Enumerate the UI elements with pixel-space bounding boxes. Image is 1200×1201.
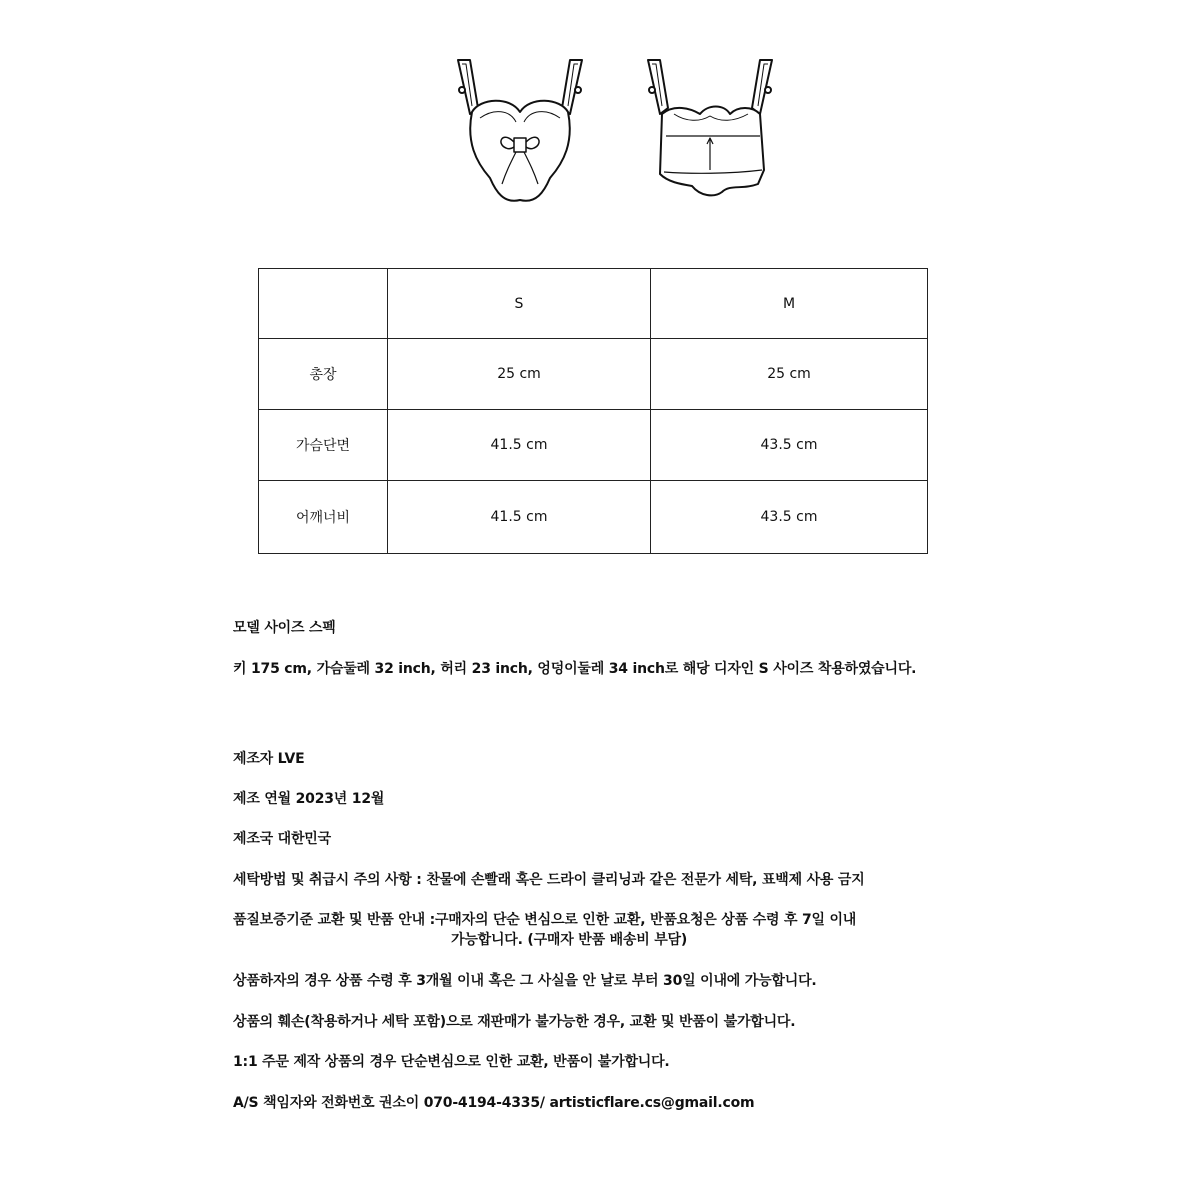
row-label: 어깨너비 — [259, 481, 388, 554]
washing-text: 세탁방법 및 취급시 주의 사항 : 찬물에 손빨래 혹은 드라이 클리닝과 같은 전문가 세탁, 표백제 사용 금지 — [233, 872, 865, 888]
warranty-line-2: 가능합니다. (구매자 반품 배송비 부담) — [451, 932, 688, 948]
custom-order-text: 1:1 주문 제작 상품의 경우 단순변심으로 인한 교환, 반품이 불가합니다. — [233, 1054, 670, 1070]
garment-flat-sketch — [440, 52, 780, 212]
country-text: 제조국 대한민국 — [233, 831, 331, 847]
cell-m: 43.5 cm — [651, 410, 928, 481]
defect-text: 상품하자의 경우 상품 수령 후 3개월 이내 혹은 그 사실을 안 날로 부터 30일 이내에 가능합니다. — [233, 973, 817, 989]
cell-m: 43.5 cm — [651, 481, 928, 554]
table-row — [259, 410, 928, 481]
garment-illustrations — [440, 52, 780, 212]
size-table — [258, 268, 928, 554]
cell-s: 25 cm — [388, 339, 651, 410]
size-table-header-m: M — [651, 269, 928, 339]
cell-m: 25 cm — [651, 339, 928, 410]
warranty-line-1: 품질보증기준 교환 및 반품 안내 :구매자의 단순 변심으로 인한 교환, 반품요청은 상품 수령 후 7일 이내 — [233, 912, 857, 928]
manufacturer-text: 제조자 LVE — [233, 751, 305, 767]
front-view-sketch — [458, 60, 582, 201]
damage-text: 상품의 훼손(착용하거나 세탁 포함)으로 재판매가 불가능한 경우, 교환 및 반품이 불가합니다. — [233, 1014, 796, 1030]
row-label: 가슴단면 — [259, 410, 388, 481]
warranty-text — [233, 909, 856, 949]
row-label: 총장 — [259, 339, 388, 410]
size-table-header-blank — [259, 269, 388, 339]
table-row — [259, 481, 928, 554]
cell-s: 41.5 cm — [388, 410, 651, 481]
size-table-header-s: S — [388, 269, 651, 339]
table-row — [259, 339, 928, 410]
cell-s: 41.5 cm — [388, 481, 651, 554]
model-spec-title: 모델 사이즈 스펙 — [233, 620, 336, 636]
model-spec-text: 키 175 cm, 가슴둘레 32 inch, 허리 23 inch, 엉덩이둘레 34 inch로 해당 디자인 S 사이즈 착용하였습니다. — [233, 661, 917, 677]
back-view-sketch — [648, 60, 772, 195]
as-contact-text: A/S 책임자와 전화번호 권소이 070-4194-4335/ artisticflare.cs@gmail.com — [233, 1095, 755, 1111]
size-table-header-row — [259, 269, 928, 339]
manufacture-date-text: 제조 연월 2023년 12월 — [233, 791, 385, 807]
